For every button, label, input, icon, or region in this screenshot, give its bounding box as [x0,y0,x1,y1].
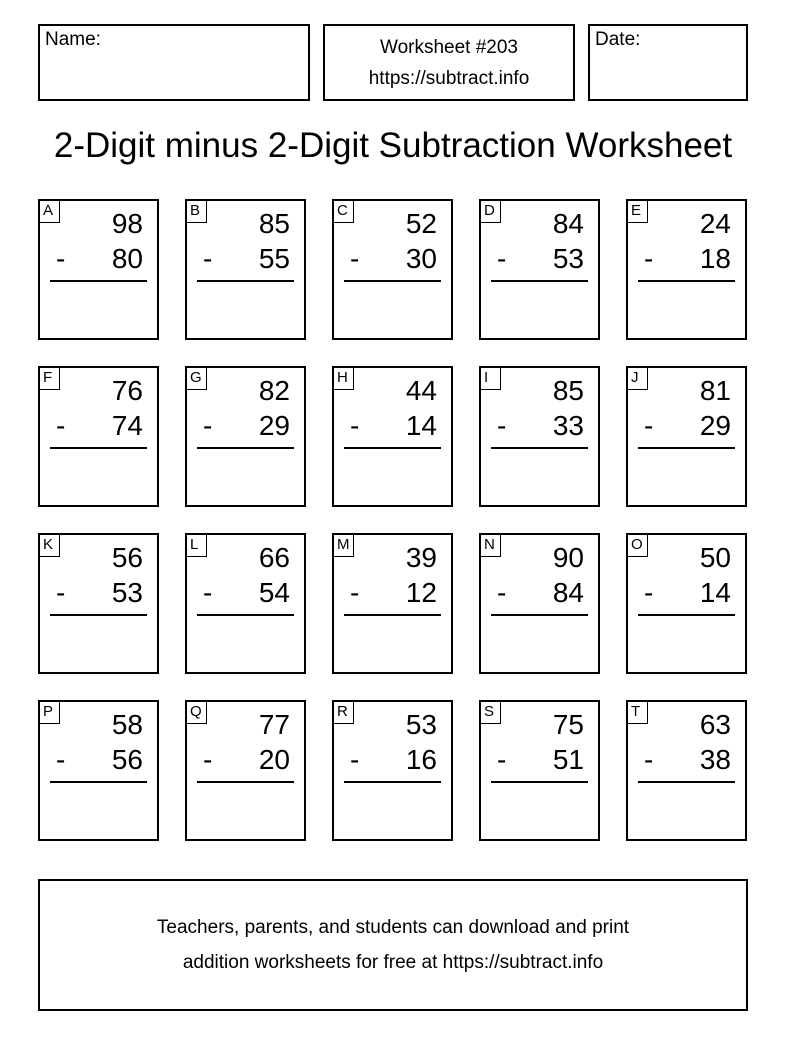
minus-sign: - [203,577,213,608]
subtrahend: 29 [699,410,731,441]
subtrahend: 30 [405,243,437,274]
minuend: 24 [699,208,731,239]
problem-box[interactable] [479,700,600,841]
answer-line [638,614,735,616]
minus-sign: - [644,744,654,775]
minuend: 90 [552,542,584,573]
footer-text-line-1: Teachers, parents, and students can download and print [156,917,630,938]
minus-sign: - [350,577,360,608]
minus-sign: - [350,744,360,775]
minuend: 77 [258,709,290,740]
minus-sign: - [497,744,507,775]
problem-letter: H [334,368,354,390]
footer-box [38,879,748,1011]
answer-line [50,447,147,449]
problem-letter: T [628,702,648,724]
minus-sign: - [350,410,360,441]
problem-box[interactable] [38,533,159,674]
minuend: 66 [258,542,290,573]
problem-letter: E [628,201,648,223]
answer-line [344,447,441,449]
name-field-box[interactable] [38,24,310,101]
subtrahend: 74 [111,410,143,441]
subtrahend: 14 [699,577,731,608]
minuend: 84 [552,208,584,239]
subtrahend: 14 [405,410,437,441]
problem-box[interactable] [38,700,159,841]
problem-box[interactable] [332,700,453,841]
subtrahend: 20 [258,744,290,775]
subtrahend: 16 [405,744,437,775]
problem-letter: I [481,368,501,390]
subtrahend: 80 [111,243,143,274]
answer-line [638,447,735,449]
problem-letter: K [40,535,60,557]
problem-letter: F [40,368,60,390]
worksheet-url: https://subtract.info [368,68,530,89]
problem-letter: G [187,368,207,390]
answer-line [197,447,294,449]
answer-line [344,614,441,616]
problem-box[interactable] [332,533,453,674]
answer-line [50,280,147,282]
minus-sign: - [497,243,507,274]
minuend: 85 [258,208,290,239]
minus-sign: - [203,744,213,775]
minus-sign: - [644,243,654,274]
problem-letter: J [628,368,648,390]
minus-sign: - [350,243,360,274]
minus-sign: - [203,243,213,274]
problem-letter: L [187,535,207,557]
minuend: 81 [699,375,731,406]
worksheet-number: Worksheet #203 [379,37,518,58]
subtrahend: 84 [552,577,584,608]
minuend: 44 [405,375,437,406]
problem-letter: R [334,702,354,724]
minuend: 56 [111,542,143,573]
minus-sign: - [497,410,507,441]
problem-box[interactable] [626,366,747,507]
minus-sign: - [644,410,654,441]
answer-line [50,614,147,616]
answer-line [50,781,147,783]
answer-line [638,781,735,783]
date-label: Date: [595,29,641,50]
minuend: 63 [699,709,731,740]
subtrahend: 12 [405,577,437,608]
subtrahend: 38 [699,744,731,775]
subtrahend: 29 [258,410,290,441]
answer-line [491,781,588,783]
subtrahend: 53 [111,577,143,608]
problem-letter: A [40,201,60,223]
page-title: 2-Digit minus 2-Digit Subtraction Worksheet [53,126,733,165]
subtrahend: 55 [258,243,290,274]
minus-sign: - [56,243,66,274]
minuend: 52 [405,208,437,239]
subtrahend: 53 [552,243,584,274]
subtrahend: 51 [552,744,584,775]
problem-letter: C [334,201,354,223]
problem-box[interactable] [38,199,159,340]
footer-text-line-2: addition worksheets for free at https://subtract.info [182,952,604,973]
minus-sign: - [644,577,654,608]
minuend: 76 [111,375,143,406]
answer-line [491,280,588,282]
answer-line [344,781,441,783]
problem-box[interactable] [38,366,159,507]
problem-box[interactable] [626,533,747,674]
subtrahend: 54 [258,577,290,608]
problem-letter: D [481,201,501,223]
problem-letter: P [40,702,60,724]
answer-line [197,781,294,783]
problem-letter: M [334,535,354,557]
subtrahend: 56 [111,744,143,775]
subtrahend: 18 [699,243,731,274]
problem-letter: Q [187,702,207,724]
answer-line [491,447,588,449]
minuend: 75 [552,709,584,740]
problem-box[interactable] [332,366,453,507]
minus-sign: - [203,410,213,441]
problem-box[interactable] [185,199,306,340]
problem-letter: B [187,201,207,223]
problem-letter: S [481,702,501,724]
minus-sign: - [56,410,66,441]
answer-line [638,280,735,282]
subtrahend: 33 [552,410,584,441]
minus-sign: - [56,744,66,775]
minus-sign: - [497,577,507,608]
date-field-box[interactable] [588,24,748,101]
minuend: 50 [699,542,731,573]
problem-box[interactable] [185,700,306,841]
problem-letter: N [481,535,501,557]
worksheet-info-box [323,24,575,101]
minuend: 39 [405,542,437,573]
minuend: 58 [111,709,143,740]
problem-box[interactable] [185,366,306,507]
problem-box[interactable] [479,533,600,674]
problem-box[interactable] [185,533,306,674]
minuend: 98 [111,208,143,239]
answer-line [197,614,294,616]
problem-box[interactable] [479,366,600,507]
answer-line [344,280,441,282]
name-label: Name: [45,29,101,50]
problem-box[interactable] [479,199,600,340]
problem-letter: O [628,535,648,557]
problem-box[interactable] [626,700,747,841]
minuend: 85 [552,375,584,406]
minus-sign: - [56,577,66,608]
problem-box[interactable] [332,199,453,340]
problem-box[interactable] [626,199,747,340]
answer-line [197,280,294,282]
minuend: 53 [405,709,437,740]
minuend: 82 [258,375,290,406]
answer-line [491,614,588,616]
